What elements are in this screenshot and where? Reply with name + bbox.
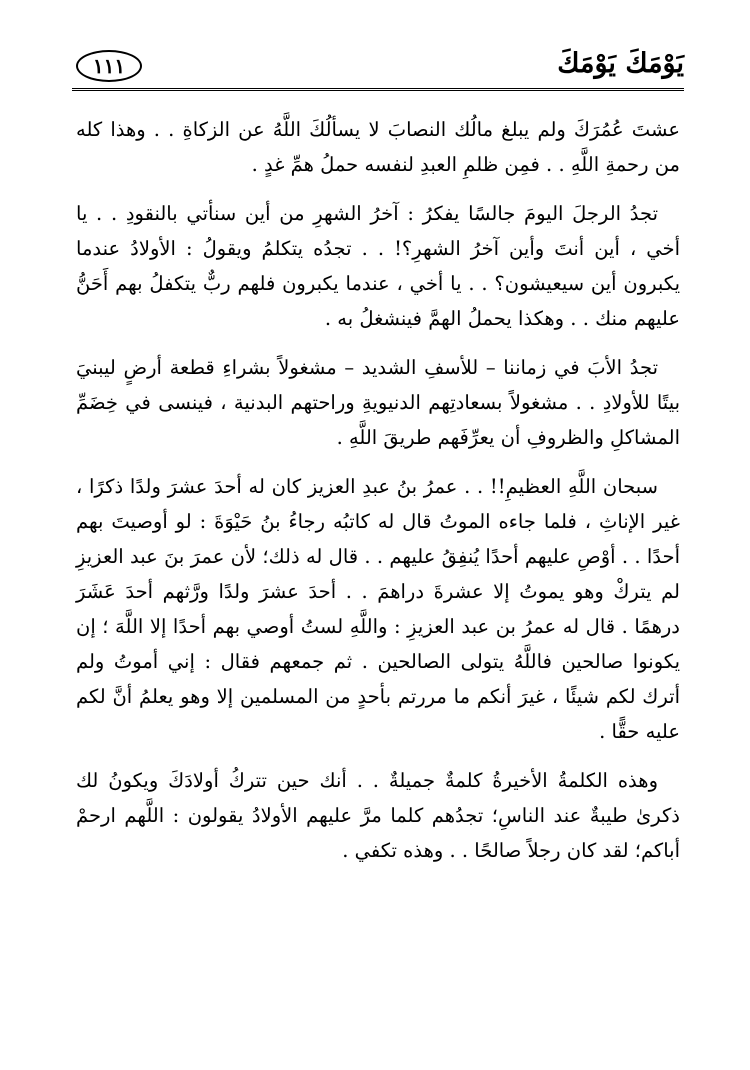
page-header — [72, 42, 684, 92]
paragraph: عشتَ عُمُرَكَ ولم يبلغ مالُك النصابَ لا يسألُكَ اللَّهُ عن الزكاةِ . . وهذا كله من رحمةِ اللَّهِ . . فمِن ظلمِ العبدِ لنفسه حملُ همِّ غدٍ . — [76, 118, 680, 176]
page-number: ١١١ — [76, 50, 142, 82]
paragraph: سبحان اللَّهِ العظيمِ!! . . عمرُ بنُ عبدِ العزيز كان له أحدَ عشرَ ولدًا ذكرًا ، غير الإناثِ ، فلما جاءه الموتُ قال له كاتبُه رجاءُ بنُ حَيْوَةَ : لو أوصيتَ بهم أحدًا . . أوْصِ عليهم أحدًا يُنفِقُ عليهم . . قال له ذلك؛ لأن عمرَ بنَ عبد العزيزِ لم يتركْ وهو يموتُ إلا عشرةَ دراهمَ . . أحدَ عشرَ ولدًا ورَّثهم أحدَ عَشَرَ درهمًا . قال له عمرُ بن عبد العزيزِ : واللَّهِ لستُ أوصي بهم أحدًا إلا اللَّهَ ؛ إن يكونوا صالحين فاللَّهُ يتولى الصالحين . ثم جمعهم فقال : إني أموتُ ولم أترك لكم شيئًا ، غيرَ أنكم ما مررتم بأحدٍ من المسلمين إلا وهو يعلمُ أنَّ لكم عليه حقًّا . — [76, 475, 680, 743]
body-text — [76, 112, 680, 882]
header-divider — [72, 88, 684, 91]
paragraph: تجدُ الأبَ في زماننا – للأسفِ الشديد – مشغولاً بشراءِ قطعة أرضٍ ليبنيَ بيتًا للأولادِ . . مشغولاً بسعادتِهم الدنيويةِ وراحتهم البدنية ، فينسى في خِضَمِّ المشاكلِ والظروفِ أن يعرِّفَهم طريقَ اللَّهِ . — [76, 356, 680, 449]
running-title: يَوْمَكَ يَوْمَكَ — [557, 48, 684, 79]
paragraph: وهذه الكلمةُ الأخيرةُ كلمةٌ جميلةٌ . . أنك حين تتركُ أولادَكَ ويكونُ لك ذكرىٰ طيبةٌ عند الناسِ؛ تجدُهم كلما مرَّ عليهم الأولادُ يقولون : اللَّهم ارحمْ أباكم؛ لقد كان رجلاً صالحًا . . وهذه تكفي . — [76, 769, 680, 862]
paragraph: تجدُ الرجلَ اليومَ جالسًا يفكرُ : آخرُ الشهرِ من أين سنأتي بالنقودِ . . يا أخي ، أين أنتَ وأين آخرُ الشهرِ؟! . . تجدُه يتكلمُ ويقولُ : الأولادُ عندما يكبرون أين سيعيشون؟ . . يا أخي ، عندما يكبرون فلهم ربٌّ يتكفلُ بهم أَحَنُّ عليهم منك . . وهكذا يحملُ الهمَّ فينشغلُ به . — [76, 202, 680, 330]
